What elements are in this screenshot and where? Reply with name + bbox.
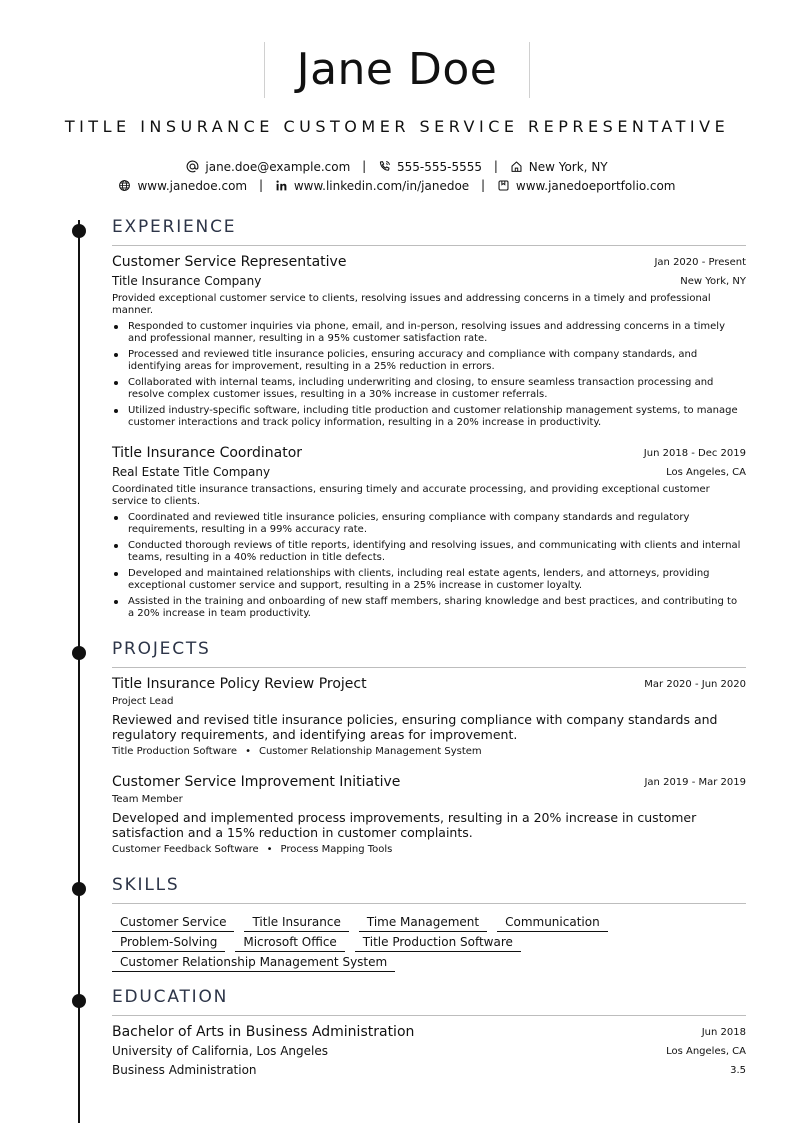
project-2-name: Customer Service Improvement Initiative (112, 774, 401, 790)
list-item: Processed and reviewed title insurance policies, ensuring accuracy and compliance with company standards, and identifying areas for improvement, resulting in a 25% reduction in errors. (112, 349, 746, 373)
education-gpa: 3.5 (730, 1065, 746, 1076)
education-date: Jun 2018 (701, 1027, 746, 1038)
section-title-education: EDUCATION (112, 987, 229, 1007)
list-item: Assisted in the training and onboarding of new staff members, sharing knowledge and best practices, and contributing to a 20% increase in team productivity. (112, 596, 746, 620)
list-item: Coordinated and reviewed title insurance policies, ensuring compliance with company standards and regulatory requirements, resulting in a 99% accuracy rate. (112, 512, 746, 536)
contact-separator: | (362, 159, 367, 173)
name-block (0, 42, 794, 98)
project-1-tech (112, 746, 482, 757)
tech-separator: • (245, 746, 251, 757)
email-item[interactable] (186, 160, 350, 174)
location-text: New York, NY (528, 159, 608, 174)
experience-2-dates: Jun 2018 - Dec 2019 (643, 448, 746, 459)
skill-tag: Title Insurance (244, 914, 348, 932)
section-title-experience: EXPERIENCE (112, 217, 237, 237)
linkedin-item[interactable] (275, 179, 469, 193)
project-2-tech-1: Customer Feedback Software (112, 844, 259, 855)
phone-icon (378, 160, 391, 173)
job-title: TITLE INSURANCE CUSTOMER SERVICE REPRESENTATIVE (64, 117, 730, 136)
experience-1-location: New York, NY (680, 276, 746, 287)
tech-separator: • (266, 844, 273, 855)
education-degree: Bachelor of Arts in Business Administration (112, 1024, 415, 1040)
experience-1-company: Title Insurance Company (112, 274, 262, 288)
project-2-tech-2: Process Mapping Tools (280, 844, 393, 855)
project-1-dates: Mar 2020 - Jun 2020 (644, 679, 746, 690)
timeline-line (78, 220, 80, 1123)
project-1-description: Reviewed and revised title insurance policies, ensuring compliance with company standards and regulatory requirements, and identifying areas for improvement. (112, 712, 718, 742)
list-item: Conducted thorough reviews of title reports, identifying and resolving issues, and communicating with clients and internal teams, resulting in a 40% reduction in title defects. (112, 540, 746, 564)
section-title-skills: SKILLS (112, 875, 180, 895)
project-2-description: Developed and implemented process improvements, resulting in a 20% increase in customer satisfaction and a 15% reduction in customer complaints. (112, 810, 697, 840)
experience-2-summary: Coordinated title insurance transactions, ensuring timely and accurate processing, and providing exceptional customer service to clients. (112, 484, 710, 507)
email-text: jane.doe@example.com (205, 159, 351, 174)
globe-icon (118, 179, 131, 192)
list-item: Developed and maintained relationships with clients, including real estate agents, lenders, and attorneys, providing exceptional customer service and support, resulting in a 25% increase in customer loyalty. (112, 568, 746, 592)
skill-tag: Problem-Solving (112, 934, 225, 952)
linkedin-icon (275, 179, 288, 192)
candidate-name: Jane Doe (264, 42, 531, 98)
skills-list (112, 911, 746, 971)
experience-2-location: Los Angeles, CA (666, 467, 746, 478)
list-item: Collaborated with internal teams, including underwriting and closing, to ensure seamless transaction processing and resolve complex customer issues, resulting in a 30% increase in customer referrals. (112, 377, 746, 401)
section-title-projects: PROJECTS (112, 639, 211, 659)
contact-separator: | (493, 159, 498, 173)
experience-1-bullets (112, 321, 746, 433)
project-2-role: Team Member (112, 794, 183, 805)
education-field: Business Administration (112, 1063, 257, 1077)
website-text: www.janedoe.com (137, 178, 248, 193)
contact-row-1 (0, 159, 794, 174)
section-divider (112, 1015, 746, 1016)
timeline-dot-experience (72, 224, 86, 238)
skills-row-3 (112, 951, 746, 971)
timeline-dot-skills (72, 882, 86, 896)
location-item (510, 160, 608, 174)
website-item[interactable] (118, 179, 247, 193)
project-1-name: Title Insurance Policy Review Project (112, 676, 367, 692)
portfolio-text: www.janedoeportfolio.com (515, 178, 676, 193)
contact-separator: | (481, 178, 486, 192)
skill-tag: Communication (497, 914, 608, 932)
project-2-tech (112, 844, 392, 855)
project-2-dates: Jan 2019 - Mar 2019 (644, 777, 746, 788)
at-sign-icon (186, 160, 199, 173)
experience-1-role: Customer Service Representative (112, 254, 347, 270)
project-1-tech-1: Title Production Software (112, 746, 238, 757)
phone-text: 555-555-5555 (397, 159, 483, 174)
skills-row-2 (112, 931, 746, 951)
section-divider (112, 903, 746, 904)
portfolio-item[interactable] (497, 179, 676, 193)
project-1-tech-2: Customer Relationship Management System (258, 746, 482, 757)
skill-tag: Time Management (359, 914, 487, 932)
skill-tag: Customer Relationship Management System (112, 954, 395, 972)
timeline-dot-education (72, 994, 86, 1008)
timeline-dot-projects (72, 646, 86, 660)
contact-row-2 (0, 178, 794, 193)
skill-tag: Title Production Software (355, 934, 521, 952)
list-item: Responded to customer inquiries via phone, email, and in-person, resolving issues and addressing concerns in a timely and professional manner, resulting in a 95% customer satisfaction rate. (112, 321, 746, 345)
skill-tag: Microsoft Office (235, 934, 344, 952)
experience-2-bullets (112, 512, 746, 624)
contact-separator: | (258, 178, 263, 192)
skill-tag: Customer Service (112, 914, 234, 932)
experience-1-dates: Jan 2020 - Present (654, 257, 746, 268)
linkedin-text: www.linkedin.com/in/janedoe (293, 178, 470, 193)
education-location: Los Angeles, CA (666, 1046, 746, 1057)
experience-2-role: Title Insurance Coordinator (112, 445, 303, 461)
experience-2-company: Real Estate Title Company (112, 465, 271, 479)
portfolio-icon (497, 179, 510, 192)
phone-item[interactable] (378, 160, 482, 174)
skills-row-1 (112, 911, 746, 931)
section-divider (112, 245, 746, 246)
home-icon (510, 160, 523, 173)
education-school: University of California, Los Angeles (112, 1044, 329, 1058)
experience-1-summary: Provided exceptional customer service to clients, resolving issues and addressing concerns in a timely and professional manner. (112, 293, 711, 316)
project-1-role: Project Lead (112, 696, 174, 707)
list-item: Utilized industry-specific software, including title production and customer relationship management systems, to manage customer interactions and track policy information, resulting in a 20% increase in productivity. (112, 405, 746, 429)
section-divider (112, 667, 746, 668)
